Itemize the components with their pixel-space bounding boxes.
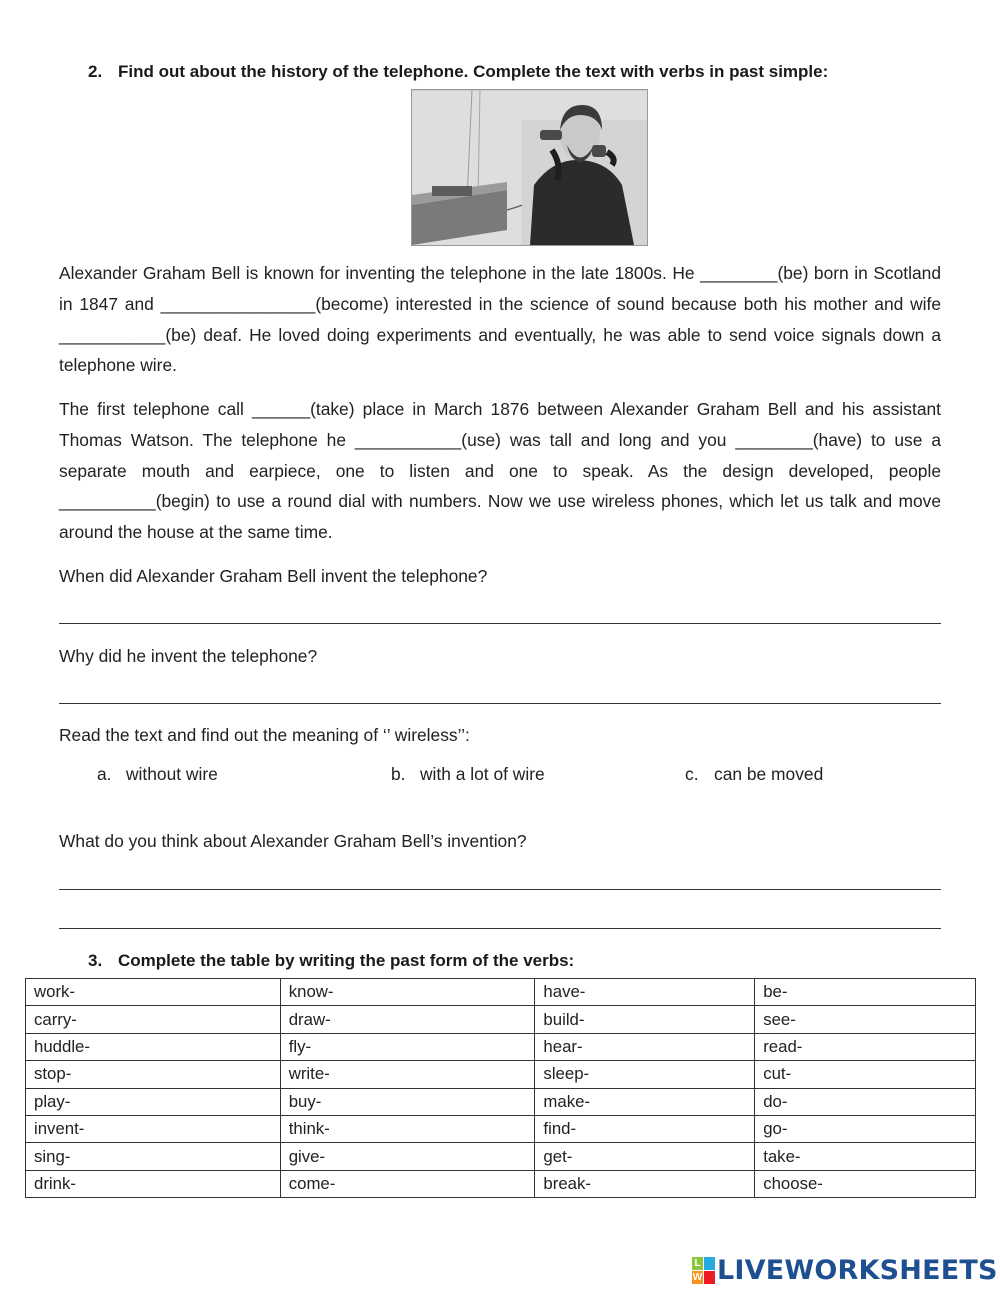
answer-line-1[interactable] bbox=[59, 623, 941, 624]
verb-cell[interactable]: come- bbox=[280, 1170, 535, 1197]
table-row bbox=[26, 1170, 976, 1197]
section-2-title: Find out about the history of the telephone. Complete the text with verbs in past simple: bbox=[118, 62, 829, 81]
question-2: Why did he invent the telephone? bbox=[59, 646, 318, 666]
verb-cell[interactable]: get- bbox=[535, 1143, 755, 1170]
option-b-text: with a lot of wire bbox=[420, 764, 545, 784]
verb-cell[interactable]: take- bbox=[755, 1143, 976, 1170]
paragraph-2: The first telephone call ______(take) place in March 1876 between Alexander Graham Bell and his assistant Thomas Watson. The telephone he ___________(use) was tall and long and you ________(have) to use a separate mouth and earpiece, one to listen and one to speak. As the design developed, people __________(begin) to use a round dial with numbers. Now we use wireless phones, which let us talk and move around the house at the same time. bbox=[59, 399, 941, 543]
option-b[interactable] bbox=[391, 764, 545, 785]
verb-cell[interactable]: write- bbox=[280, 1061, 535, 1088]
verb-cell[interactable]: sing- bbox=[26, 1143, 281, 1170]
table-row bbox=[26, 1088, 976, 1115]
verb-cell[interactable]: stop- bbox=[26, 1061, 281, 1088]
table-row bbox=[26, 1061, 976, 1088]
liveworksheets-logo-text: LIVEWORKSHEETS bbox=[717, 1254, 998, 1286]
verb-cell[interactable]: drink- bbox=[26, 1170, 281, 1197]
question-1: When did Alexander Graham Bell invent the telephone? bbox=[59, 566, 488, 586]
logo-tile-3: W bbox=[692, 1272, 703, 1283]
table-row bbox=[26, 1033, 976, 1060]
verb-cell[interactable]: make- bbox=[535, 1088, 755, 1115]
verb-table bbox=[25, 978, 976, 1198]
option-a-label: a. bbox=[97, 764, 112, 784]
table-row bbox=[26, 979, 976, 1006]
verb-cell[interactable]: play- bbox=[26, 1088, 281, 1115]
option-c-text: can be moved bbox=[714, 764, 824, 784]
verb-cell[interactable]: read- bbox=[755, 1033, 976, 1060]
option-c-label: c. bbox=[685, 764, 699, 784]
verb-cell[interactable]: find- bbox=[535, 1115, 755, 1142]
verb-cell[interactable]: be- bbox=[755, 979, 976, 1006]
liveworksheets-logo-icon bbox=[692, 1257, 714, 1283]
verb-cell[interactable]: work- bbox=[26, 979, 281, 1006]
verb-cell[interactable]: see- bbox=[755, 1006, 976, 1033]
section-3-number: 3. bbox=[88, 951, 103, 970]
option-b-label: b. bbox=[391, 764, 406, 784]
table-row bbox=[26, 1006, 976, 1033]
verb-cell[interactable]: choose- bbox=[755, 1170, 976, 1197]
logo-tile-4 bbox=[704, 1271, 715, 1284]
bell-telephone-illustration bbox=[411, 89, 648, 246]
verb-cell[interactable]: carry- bbox=[26, 1006, 281, 1033]
liveworksheets-logo bbox=[692, 1253, 998, 1287]
table-row bbox=[26, 1143, 976, 1170]
verb-cell[interactable]: build- bbox=[535, 1006, 755, 1033]
logo-tile-1: L bbox=[692, 1257, 703, 1270]
paragraph-1: Alexander Graham Bell is known for inventing the telephone in the late 1800s. He ________(be) born in Scotland in 1847 and ________________(become) interested in the science of sound because both his mother and wife ___________(be) deaf. He loved doing experiments and eventually, he was able to send voice signals down a telephone wire. bbox=[59, 263, 941, 376]
verb-cell[interactable]: invent- bbox=[26, 1115, 281, 1142]
section-2-number: 2. bbox=[88, 62, 103, 81]
table-row bbox=[26, 1115, 976, 1142]
option-a-text: without wire bbox=[126, 764, 218, 784]
option-a[interactable] bbox=[97, 764, 218, 785]
section-2-heading bbox=[88, 62, 828, 82]
verb-cell[interactable]: have- bbox=[535, 979, 755, 1006]
question-4: What do you think about Alexander Graham Bell’s invention? bbox=[59, 831, 527, 851]
answer-line-4a[interactable] bbox=[59, 889, 941, 890]
verb-cell[interactable]: do- bbox=[755, 1088, 976, 1115]
verb-cell[interactable]: fly- bbox=[280, 1033, 535, 1060]
verb-cell[interactable]: give- bbox=[280, 1143, 535, 1170]
question-3: Read the text and find out the meaning of ‘’ wireless’’: bbox=[59, 725, 470, 745]
verb-cell[interactable]: buy- bbox=[280, 1088, 535, 1115]
verb-cell[interactable]: cut- bbox=[755, 1061, 976, 1088]
verb-cell[interactable]: know- bbox=[280, 979, 535, 1006]
verb-cell[interactable]: hear- bbox=[535, 1033, 755, 1060]
logo-tile-2 bbox=[704, 1257, 715, 1270]
verb-cell[interactable]: huddle- bbox=[26, 1033, 281, 1060]
answer-line-2[interactable] bbox=[59, 703, 941, 704]
verb-cell[interactable]: break- bbox=[535, 1170, 755, 1197]
option-c[interactable] bbox=[685, 764, 823, 785]
answer-line-4b[interactable] bbox=[59, 928, 941, 929]
section-3-heading bbox=[88, 951, 574, 971]
verb-cell[interactable]: draw- bbox=[280, 1006, 535, 1033]
verb-cell[interactable]: sleep- bbox=[535, 1061, 755, 1088]
section-3-title: Complete the table by writing the past form of the verbs: bbox=[118, 951, 575, 970]
verb-cell[interactable]: go- bbox=[755, 1115, 976, 1142]
verb-cell[interactable]: think- bbox=[280, 1115, 535, 1142]
